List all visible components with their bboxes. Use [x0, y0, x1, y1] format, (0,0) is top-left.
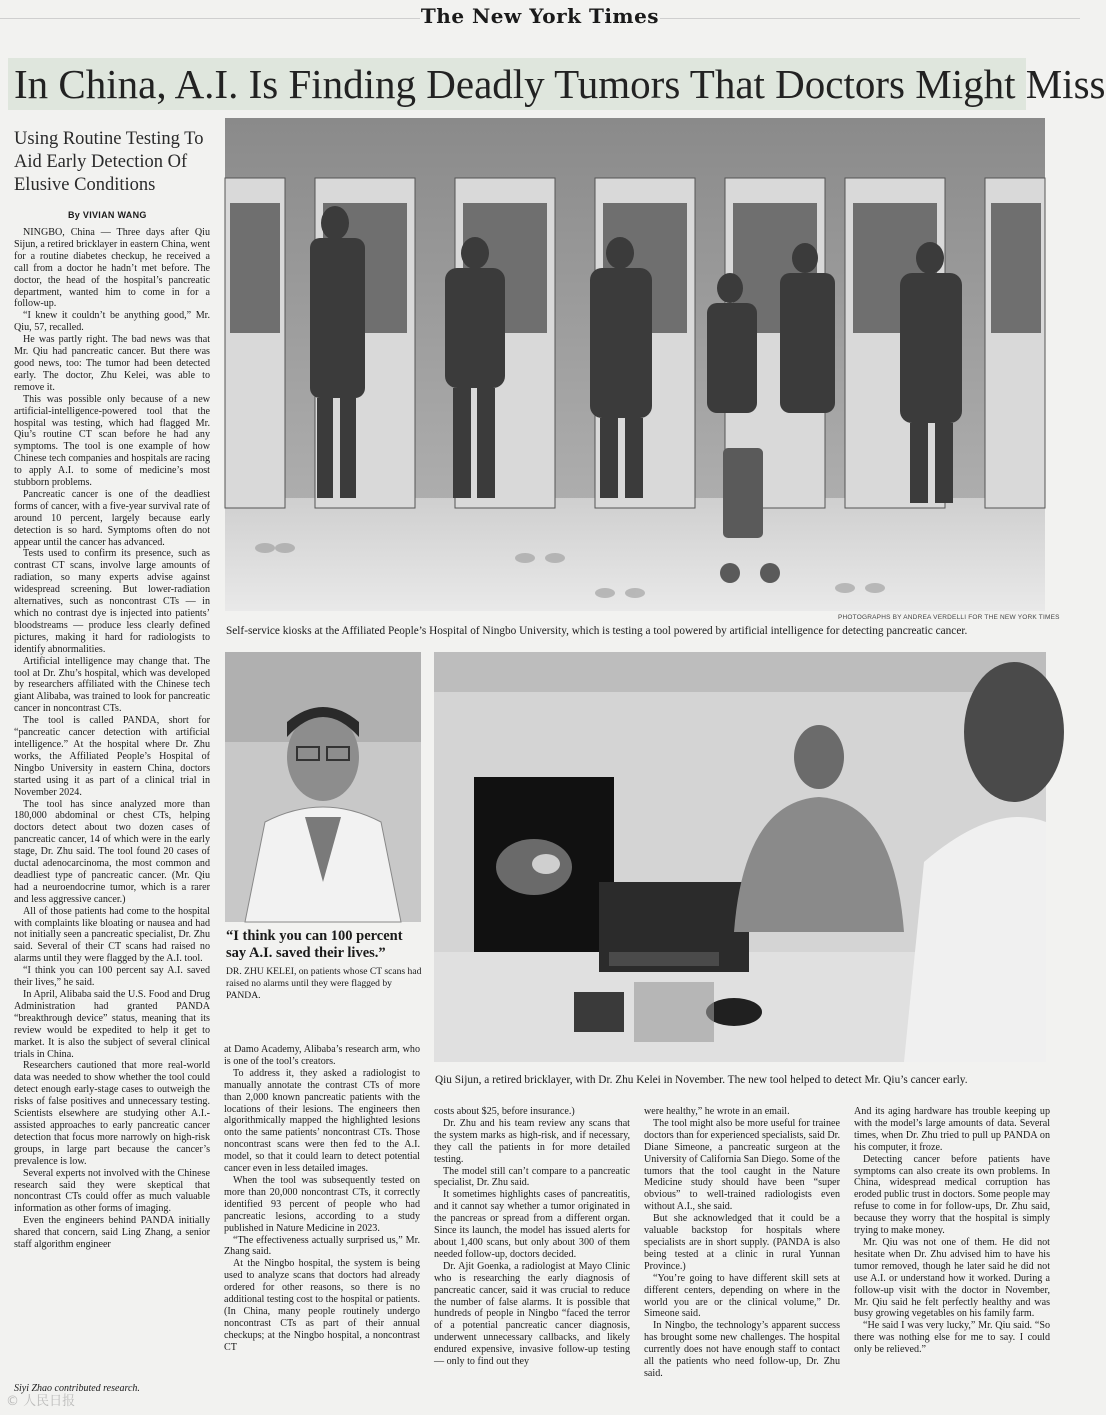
- paragraph: Even the engineers behind PANDA initially shared that concern, said Ling Zhang, a senior staff algorithm engineer: [14, 1215, 210, 1251]
- masthead-rule-right: [660, 18, 1080, 19]
- research-credit: Siyi Zhao contributed research.: [14, 1383, 140, 1394]
- deck: Using Routine Testing To Aid Early Detection Of Elusive Conditions: [14, 129, 204, 195]
- article-column-2: [224, 1044, 420, 1362]
- photo-credit: PHOTOGRAPHS BY ANDREA VERDELLI FOR THE NEW YORK TIMES: [838, 614, 1060, 621]
- paragraph: The tool might also be more useful for trainee doctors than for experienced specialists, said Dr. Diane Simeone, a pancreatic surgeon at the University of California San Diego. Some of the tumors that the tool caught in the Nature Medicine study should have been “super obvious” to well-trained radiologists even without A.I., she said.: [644, 1117, 840, 1213]
- paragraph: This was possible only because of a new artificial-intelligence-powered tool that the hospital was testing, which had flagged Mr. Qiu’s routine CT scan before he had any symptoms. The tool is one example of how Chinese tech companies and hospitals are racing to apply A.I. to some of medicine’s most stubborn problems.: [14, 393, 210, 489]
- article-column-3: [434, 1106, 630, 1368]
- paragraph: Several experts not involved with the Chinese research said they were skeptical that noncontrast CTs could offer as much valuable information as other forms of imaging.: [14, 1167, 210, 1215]
- headline: In China, A.I. Is Finding Deadly Tumors That Doctors Might Miss: [14, 61, 1106, 107]
- masthead: [0, 4, 1080, 32]
- paragraph: Detecting cancer before patients have symptoms can also create its own problems. In China, widespread medical corruption has eroded public trust in doctors. Some people may refuse to come in for follow-ups, Dr. Zhu said, because they worry that the hospital is simply trying to make money.: [854, 1153, 1050, 1237]
- paragraph: Pancreatic cancer is one of the deadliest forms of cancer, with a five-year survival rate of around 10 percent, largely because early detection is so hard. Symptoms often do not appear until the cancer has advanced.: [14, 488, 210, 548]
- paragraph: He was partly right. The bad news was that Mr. Qiu had pancreatic cancer. But there was good news, too: The tumor had been detected early. The doctor, Zhu Kelei, was able to remove it.: [14, 334, 210, 393]
- paragraph: The model still can’t compare to a pancreatic specialist, Dr. Zhu said.: [434, 1165, 630, 1189]
- paragraph: “You’re going to have different skill sets at different centers, depending on where in the world you are or the clinical volume,” Dr. Simeone said.: [644, 1272, 840, 1320]
- paragraph: At the Ningbo hospital, the system is being used to analyze scans that doctors had already ordered for other reasons, so there is no additional testing cost to the hospital or patients. (In China, many people routinely undergo noncontrast CTs as part of their annual checkups; at the Ningbo hospital, a noncontrast CT: [224, 1258, 420, 1353]
- paragraph: “I knew it couldn’t be anything good,” Mr. Qiu, 57, recalled.: [14, 310, 210, 334]
- article-column-5: [854, 1106, 1050, 1365]
- headline-highlight: [8, 58, 1106, 110]
- paragraph: In Ningbo, the technology’s apparent success has brought some new challenges. The hospital currently does not have enough staff to contact all the patients who need follow-up, Dr. Zhu said.: [644, 1320, 840, 1379]
- pull-quote-attribution: DR. ZHU KELEI, on patients whose CT scans had raised no alarms until they were flagged by PANDA.: [226, 966, 422, 1001]
- article-column-1: [14, 227, 210, 1377]
- kiosks-photo: [225, 118, 1045, 611]
- paragraph: costs about $25, before insurance.): [434, 1106, 575, 1117]
- paragraph: “I think you can 100 percent say A.I. saved their lives,” he said.: [14, 965, 210, 989]
- paragraph: The tool has since analyzed more than 180,000 abdominal or chest CTs, helping doctors detect about two dozen cases of pancreatic cancer, 14 of which were in the early stage, Dr. Zhu said. The tool found 20 cases of ductal adenocarcinoma, the most common and deadliest type of pancreatic cancer. (Mr. Qiu had a neuroendocrine tumor, which is a rarer and less aggressive cancer.): [14, 798, 210, 905]
- patient-photo: [434, 652, 1046, 1062]
- paragraph: Mr. Qiu was not one of them. He did not hesitate when Dr. Zhu advised him to have his tumor removed, though he later said he did not use A.I. or understand how it worked. During a follow-up visit with the doctor in November, Mr. Qiu said he felt perfectly healthy and was busy growing vegetables on his family farm.: [854, 1236, 1050, 1320]
- doctor-portrait-photo: [225, 652, 421, 922]
- paragraph: And its aging hardware has trouble keeping up with the model’s large amounts of data. Several times, when Dr. Zhu tried to pull up PANDA on his computer, it froze.: [854, 1106, 1050, 1153]
- paragraph: Researchers cautioned that more real-world data was needed to show whether the tool could detect enough early-stage cases to outweigh the risks of false positives and unnecessary testing. Scientists elsewhere are studying other A.I.-assisted approaches to early pancreatic cancer detection that focus more narrowly on high-risk groups, in large part because the cancer’s prevalence is low.: [14, 1060, 210, 1167]
- paragraph: All of those patients had come to the hospital with complaints like bloating or nausea and had not initially seen a pancreatic specialist, Dr. Zhu said. Several of their CT scans had raised no alarms until they were flagged by the A.I. tool.: [14, 905, 210, 965]
- patient-photo-caption: Qiu Sijun, a retired bricklayer, with Dr. Zhu Kelei in November. The new tool helped to detect Mr. Qiu’s cancer early.: [435, 1074, 968, 1086]
- paragraph: NINGBO, China — Three days after Qiu Sijun, a retired bricklayer in eastern China, went for a routine diabetes checkup, he received a call from a doctor he hadn’t met before. The doctor, the head of the hospital’s pancreatic department, wanted him to come in for a follow-up.: [14, 227, 210, 310]
- byline: By VIVIAN WANG: [68, 210, 147, 220]
- paragraph: Tests used to confirm its presence, such as contrast CT scans, involve large amounts of radiation, so many experts advise against widespread screening. But lower-radiation alternatives, such as noncontrast CTs — in which no contrast dye is injected into patients’ bloodstreams — produce less clearly defined pictures, making it hard for radiologists to identify abnormalities.: [14, 548, 210, 655]
- watermark: © 人民日报: [6, 1394, 76, 1409]
- paragraph: Dr. Ajit Goenka, a radiologist at Mayo Clinic who is researching the early diagnosis of pancreatic cancer, said it was crucial to reduce the number of false alarms. It is possible that hundreds of people in Ningbo “faced the terror of a potential pancreatic cancer diagnosis, underwent unnecessary callbacks, and likely endured expensive, invasive follow-up testing — only to find out they: [434, 1260, 630, 1368]
- paragraph: Dr. Zhu and his team review any scans that the system marks as high-risk, and if necessary, they call the patients in for more detailed testing.: [434, 1117, 630, 1165]
- paragraph: In April, Alibaba said the U.S. Food and Drug Administration had granted PANDA “breakthrough device” status, meaning that its review would be expedited to help it get to market. It is also the subject of several clinical trials in China.: [14, 989, 210, 1060]
- paragraph: It sometimes highlights cases of pancreatitis, and it cannot say whether a tumor originated in the pancreas or spread from a different organ. Since its launch, the model has issued alerts for about 1,400 scans, but only about 300 of them needed follow-up, doctors decided.: [434, 1189, 630, 1260]
- masthead-rule-left: [0, 18, 420, 19]
- paragraph: When the tool was subsequently tested on more than 20,000 noncontrast CTs, it correctly identified 93 percent of people who had pancreatic lesions, according to a study published in Nature Medicine in 2023.: [224, 1174, 420, 1234]
- paragraph: “He said I was very lucky,” Mr. Qiu said. “So there was nothing else for me to say. I could only be relieved.”: [854, 1320, 1050, 1356]
- paragraph: “The effectiveness actually surprised us,” Mr. Zhang said.: [224, 1234, 420, 1258]
- paragraph: at Damo Academy, Alibaba’s research arm, who is one of the tool’s creators.: [224, 1044, 420, 1067]
- article-column-4: [644, 1106, 840, 1379]
- pull-quote: “I think you can 100 percent say A.I. saved their lives.”: [226, 928, 403, 961]
- paragraph: were healthy,” he wrote in an email.: [644, 1106, 790, 1117]
- paragraph: But she acknowledged that it could be a valuable backstop for hospitals where specialists are in short supply. (PANDA is also being tested at a clinic in rural Yunnan Province.): [644, 1213, 840, 1272]
- paragraph: The tool is called PANDA, short for “pancreatic cancer detection with artificial intelligence.” At the hospital where Dr. Zhu works, the Affiliated People’s Hospital of Ningbo University in eastern China, doctors started using it as part of a clinical trial in November 2024.: [14, 715, 210, 798]
- paragraph: To address it, they asked a radiologist to manually annotate the contrast CTs of more than 2,000 known pancreatic patients with the locations of their lesions. The engineers then algorithmically mapped the highlighted lesions onto the same patients’ noncontrast CTs. Those noncontrast scans were then fed to the A.I. model, so that it could learn to detect potential cancer even in less detailed images.: [224, 1067, 420, 1175]
- main-photo-caption: Self-service kiosks at the Affiliated People’s Hospital of Ningbo University, which is testing a tool powered by artificial intelligence for detecting pancreatic cancer.: [226, 625, 968, 637]
- masthead-title: The New York Times: [420, 4, 660, 28]
- paragraph: Artificial intelligence may change that. The tool at Dr. Zhu’s hospital, which was developed by researchers affiliated with the Chinese tech giant Alibaba, was trained to look for pancreatic cancer in noncontrast CTs.: [14, 655, 210, 715]
